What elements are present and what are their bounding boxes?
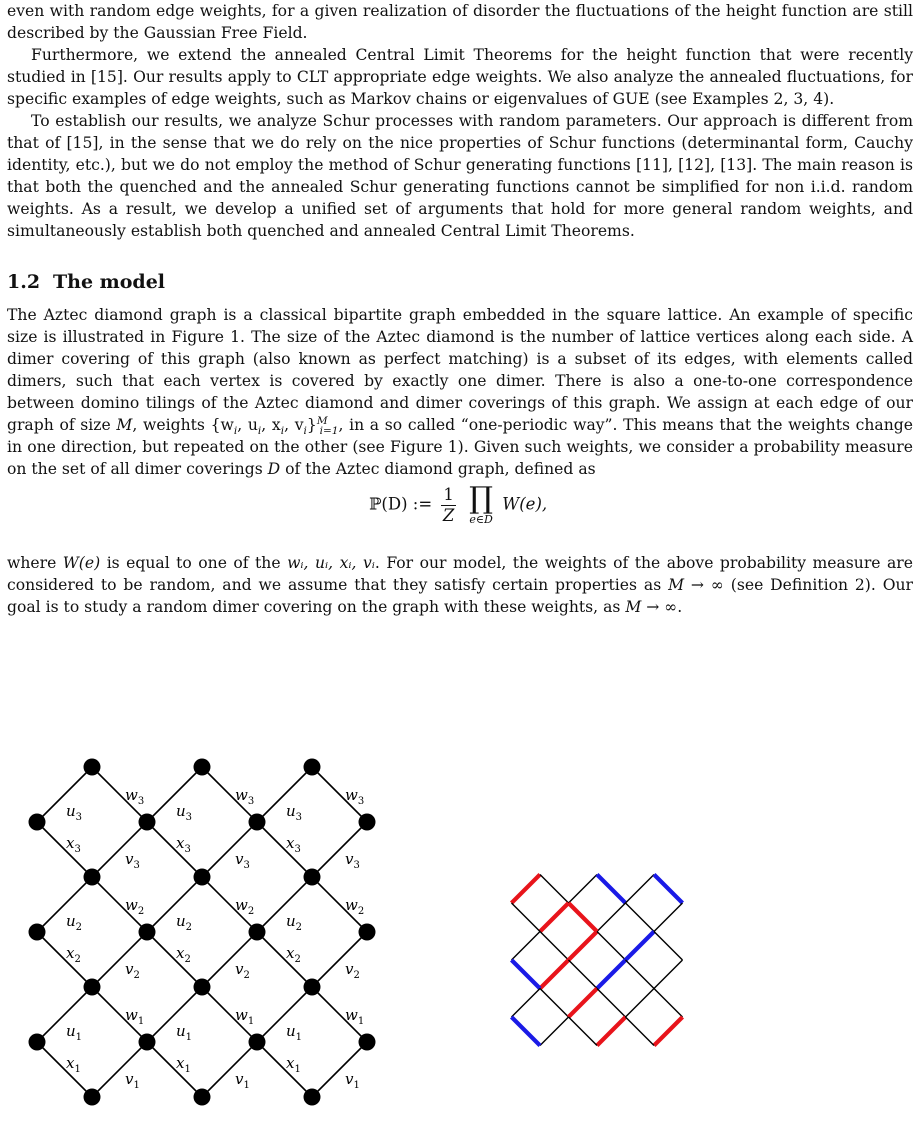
edge-weight-x: $x_1$ xyxy=(286,1054,301,1075)
graph-edge xyxy=(540,1017,569,1046)
graph-edge xyxy=(92,877,147,932)
graph-vertex xyxy=(249,814,266,831)
edge-weight-u: $u_1$ xyxy=(66,1022,83,1043)
edge-weight-v: $v_1$ xyxy=(125,1070,140,1091)
dimer-blue xyxy=(512,960,541,989)
edge-weight-u: $u_2$ xyxy=(286,912,303,933)
graph-edge xyxy=(626,875,655,904)
graph-edge xyxy=(654,989,683,1018)
edge-weight-x: $x_2$ xyxy=(286,944,301,965)
dimer-red xyxy=(569,989,598,1018)
graph-edge xyxy=(37,932,92,987)
graph-edge xyxy=(626,989,655,1018)
graph-edge xyxy=(626,903,655,932)
dimer-red xyxy=(597,1017,626,1046)
edge-weight-w: $w_3$ xyxy=(125,786,145,807)
graph-edge xyxy=(540,875,569,904)
graph-edge xyxy=(147,932,202,987)
graph-vertex xyxy=(29,814,46,831)
edge-weight-u: $u_3$ xyxy=(176,802,193,823)
graph-vertex xyxy=(84,869,101,886)
graph-vertex xyxy=(194,979,211,996)
graph-edge xyxy=(312,987,367,1042)
graph-vertex xyxy=(359,814,376,831)
edge-weight-v: $v_2$ xyxy=(345,960,360,981)
edge-weight-v: $v_2$ xyxy=(125,960,140,981)
graph-vertex xyxy=(84,759,101,776)
graph-vertex xyxy=(304,869,321,886)
graph-edge xyxy=(147,1042,202,1097)
graph-vertex xyxy=(29,1034,46,1051)
graph-vertex xyxy=(84,1089,101,1106)
graph-edge xyxy=(512,903,541,932)
paragraph-annealed: Furthermore, we extend the annealed Central Limit Theorems for the height function that were recently studied in [15]. Our results apply to CLT appropriate edge weights. We also analyze the annealed fluctuations, for specific examples of edge weights, such as Markov chains or eigenvalues of GUE (see Examples 2, 3, 4). xyxy=(7,46,913,108)
graph-vertex xyxy=(359,1034,376,1051)
edge-weight-v: $v_3$ xyxy=(235,850,250,871)
graph-edge xyxy=(257,1042,312,1097)
graph-vertex xyxy=(194,1089,211,1106)
graph-edge xyxy=(597,903,626,932)
graph-vertex xyxy=(304,979,321,996)
dimer-red xyxy=(540,903,569,932)
graph-vertex xyxy=(194,869,211,886)
dimer-red xyxy=(569,903,598,932)
edge-weight-u: $u_1$ xyxy=(286,1022,303,1043)
edge-weight-x: $x_3$ xyxy=(66,834,81,855)
graph-edge xyxy=(654,932,683,961)
page xyxy=(7,0,913,618)
aztec-dimer-covering xyxy=(500,865,690,1055)
edge-weight-w: $w_2$ xyxy=(125,896,145,917)
graph-edge xyxy=(512,932,541,961)
dimer-red xyxy=(654,1017,683,1046)
graph-edge xyxy=(626,1017,655,1046)
graph-edge xyxy=(597,989,626,1018)
graph-edge xyxy=(37,877,92,932)
graph-edge xyxy=(92,987,147,1042)
graph-vertex xyxy=(249,1034,266,1051)
edge-weight-w: $w_1$ xyxy=(235,1006,255,1027)
graph-edge xyxy=(626,960,655,989)
graph-edge xyxy=(202,767,257,822)
graph-edge xyxy=(37,1042,92,1097)
edge-weight-u: $u_3$ xyxy=(66,802,83,823)
edge-weight-w: $w_3$ xyxy=(345,786,365,807)
graph-edge xyxy=(37,987,92,1042)
graph-vertex xyxy=(84,979,101,996)
dimer-blue xyxy=(597,960,626,989)
section-heading xyxy=(7,270,913,294)
graph-edge xyxy=(147,822,202,877)
edge-weight-w: $w_3$ xyxy=(235,786,255,807)
edge-weight-x: $x_2$ xyxy=(66,944,81,965)
section-title: The model xyxy=(53,271,166,293)
edge-weight-u: $u_2$ xyxy=(176,912,193,933)
dimer-blue xyxy=(512,1017,541,1046)
graph-edge xyxy=(257,987,312,1042)
graph-edge xyxy=(569,875,598,904)
edge-weight-x: $x_2$ xyxy=(176,944,191,965)
graph-vertex xyxy=(139,924,156,941)
graph-edge xyxy=(569,1017,598,1046)
graph-edge xyxy=(37,767,92,822)
paragraph-aztec: The Aztec diamond graph is a classical bipartite graph embedded in the square lattice. An example of specific size is illustrated in Figure 1. The size of the Aztec diamond is the number of lattice vertices along each side. A dimer covering of this graph (also known as perfect matching) is a subset of its edges, with elements called dimers, such that each vertex is covered by exactly one dimer. There is also a one-to-one correspondence between domino tilings of the Aztec diamond and dimer coverings of this graph. We assign at each edge of our graph of size M, weights {$w_i$, $u_i$, $x_i$, $v_i\}^M_{i=1}$, in a so called “one-periodic way”. This means that the weights change in one direction, but repeated on the other (see Figure 1). Given such weights, we consider a probability measure on the set of all dimer coverings D of the Aztec diamond graph, defined as xyxy=(7,306,913,478)
aztec-diamond-weighted-graph xyxy=(0,755,400,1147)
graph-edge xyxy=(147,767,202,822)
graph-vertex xyxy=(194,759,211,776)
edge-weight-w: $w_2$ xyxy=(235,896,255,917)
graph-edge xyxy=(202,877,257,932)
graph-edge xyxy=(540,989,569,1018)
graph-vertex xyxy=(139,814,156,831)
graph-edge xyxy=(257,932,312,987)
graph-edge xyxy=(147,877,202,932)
dimer-red xyxy=(512,875,541,904)
graph-edge xyxy=(37,822,92,877)
graph-vertex xyxy=(359,924,376,941)
graph-edge xyxy=(654,903,683,932)
edge-weight-v: $v_1$ xyxy=(235,1070,250,1091)
graph-edge xyxy=(597,932,626,961)
graph-vertex xyxy=(304,759,321,776)
paragraph-gff: even with random edge weights, for a given realization of disorder the fluctuations of the height function are still described by the Gaussian Free Field. xyxy=(7,2,913,42)
graph-vertex xyxy=(139,1034,156,1051)
dimer-blue xyxy=(597,875,626,904)
edge-weight-x: $x_3$ xyxy=(176,834,191,855)
probability-equation: ℙ(D) := $\frac{1}{Z}$ ∏ e∈D W(e), xyxy=(369,481,548,526)
edge-weight-v: $v_1$ xyxy=(345,1070,360,1091)
graph-edge xyxy=(512,989,541,1018)
edge-weight-u: $u_2$ xyxy=(66,912,83,933)
dimer-red xyxy=(569,932,598,961)
graph-vertex xyxy=(304,1089,321,1106)
paragraph-approach: To establish our results, we analyze Schur processes with random parameters. Our approach is different from that of [15], in the sense that we do rely on the nice properties of Schur functions (determinantal form, Cauchy identity, etc.), but we do not employ the method of Schur generating functions [11], [12], [13]. The main reason is that both the quenched and the annealed Schur generating functions cannot be simplified for non i.i.d. random weights. As a result, we develop a unified set of arguments that hold for more general random weights, and simultaneously establish both quenched and annealed Central Limit Theorems. xyxy=(7,112,913,240)
edge-weight-w: $w_1$ xyxy=(125,1006,145,1027)
edge-weight-w: $w_1$ xyxy=(345,1006,365,1027)
graph-vertex xyxy=(249,924,266,941)
graph-edge xyxy=(569,960,598,989)
dimer-blue xyxy=(626,932,655,961)
edge-weight-v: $v_3$ xyxy=(125,850,140,871)
graph-edge xyxy=(312,767,367,822)
graph-edge xyxy=(147,987,202,1042)
edge-weight-w: $w_2$ xyxy=(345,896,365,917)
graph-edge xyxy=(312,877,367,932)
graph-edge xyxy=(540,932,569,961)
edge-weight-x: $x_1$ xyxy=(66,1054,81,1075)
edge-weight-v: $v_2$ xyxy=(235,960,250,981)
edge-weight-u: $u_1$ xyxy=(176,1022,193,1043)
edge-weight-v: $v_3$ xyxy=(345,850,360,871)
graph-edge xyxy=(257,877,312,932)
dimer-red xyxy=(540,960,569,989)
graph-edge xyxy=(654,960,683,989)
graph-edge xyxy=(257,822,312,877)
edge-weight-x: $x_3$ xyxy=(286,834,301,855)
edge-weight-u: $u_3$ xyxy=(286,802,303,823)
graph-vertex xyxy=(29,924,46,941)
dimer-blue xyxy=(654,875,683,904)
graph-edge xyxy=(202,987,257,1042)
graph-edge xyxy=(92,767,147,822)
paragraph-weights: where W(e) is equal to one of the wᵢ, uᵢ, xᵢ, vᵢ. For our model, the weights of the above probability measure are considered to be random, and we assume that they satisfy certain properties as M → ∞ (see Definition 2). Our goal is to study a random dimer covering on the graph with these weights, as M → ∞. xyxy=(7,554,914,616)
edge-weight-x: $x_1$ xyxy=(176,1054,191,1075)
section-number: 1.2 xyxy=(7,271,41,293)
graph-edge xyxy=(257,767,312,822)
